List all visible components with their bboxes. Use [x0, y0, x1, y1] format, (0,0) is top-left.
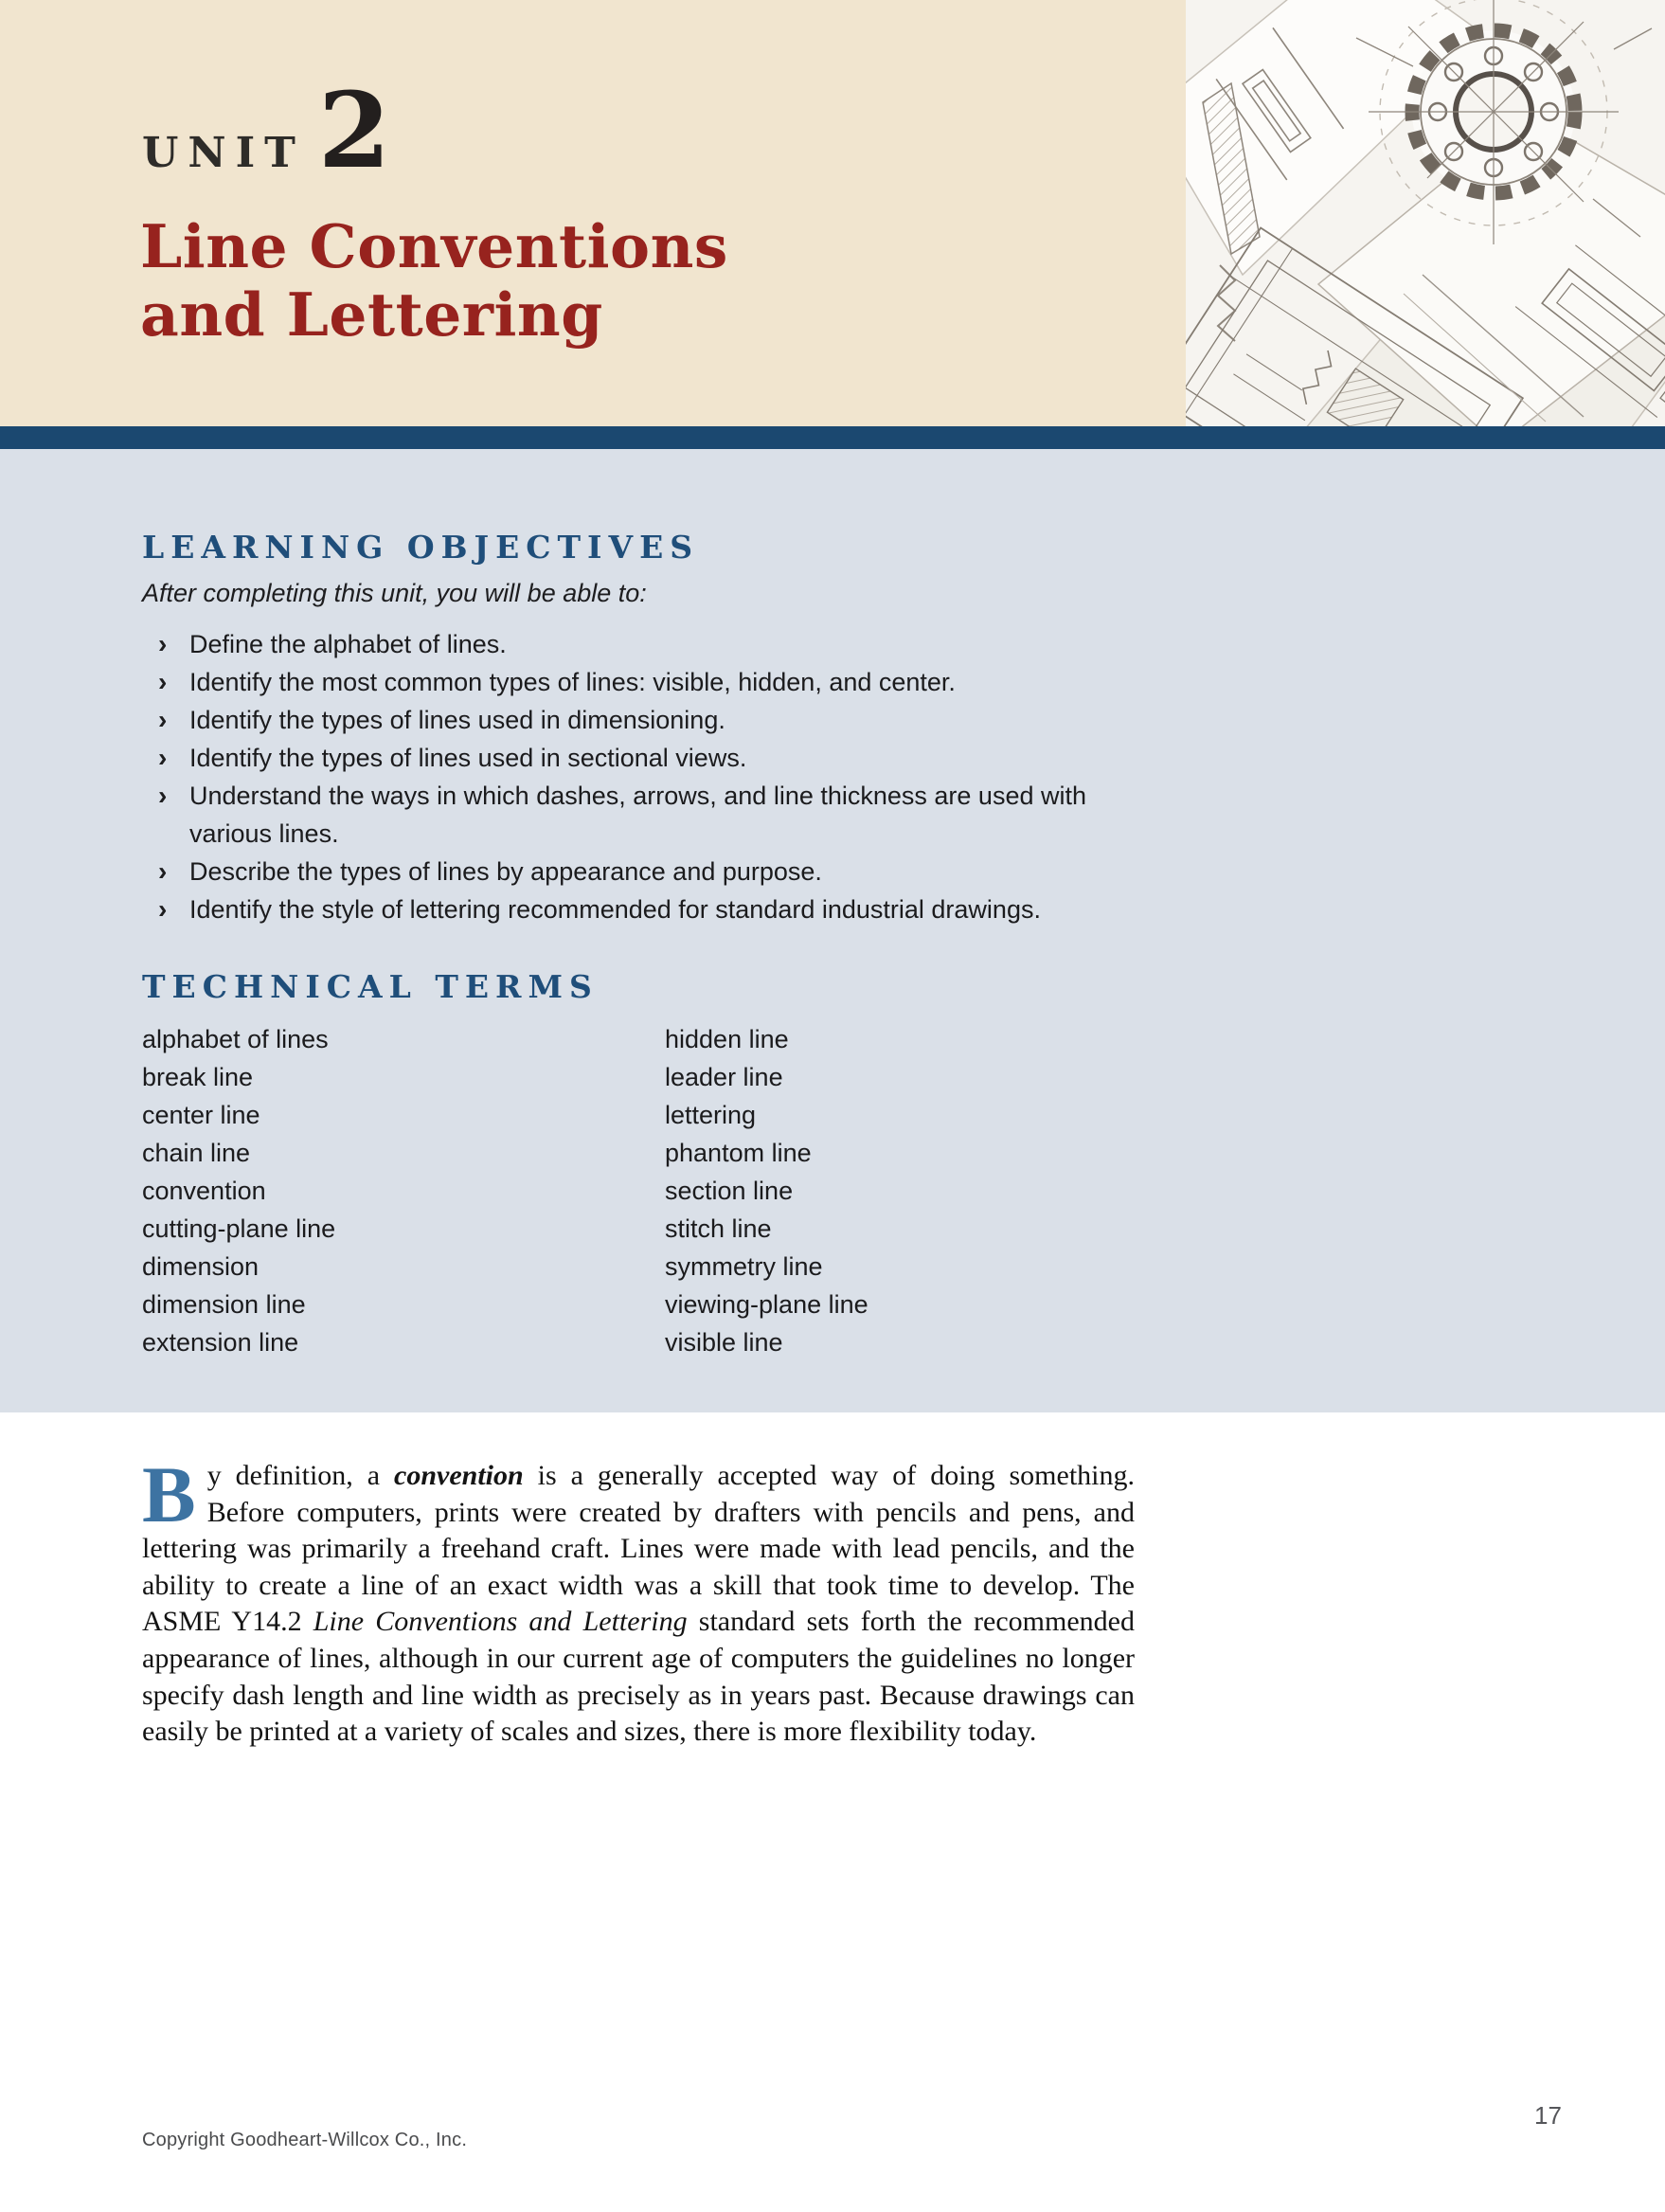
objective-item	[142, 853, 1160, 890]
objective-text: Identify the types of lines used in dimensioning.	[189, 706, 725, 734]
navy-divider-bar	[0, 426, 1665, 449]
bullet-icon: ›	[158, 743, 168, 772]
term-item: section line	[665, 1177, 794, 1205]
objective-text: Understand the ways in which dashes, arrows, and line thickness are used with various lines.	[189, 782, 1086, 848]
bullet-icon: ›	[158, 667, 168, 696]
bullet-icon: ›	[158, 894, 168, 924]
page-number: 17	[1534, 2101, 1562, 2130]
term-item: cutting-plane line	[142, 1214, 336, 1243]
body-paragraph	[142, 1450, 1135, 1751]
terms-column-left	[142, 1020, 665, 1361]
term-item: visible line	[665, 1328, 783, 1357]
objective-text: Describe the types of lines by appearance and purpose.	[189, 857, 822, 886]
page-title-line1: Line Conventions	[140, 211, 728, 281]
term-item: phantom line	[665, 1139, 812, 1167]
objective-item	[142, 701, 1160, 739]
body-text-segment: Line Conventions and Lettering	[313, 1606, 688, 1638]
bullet-icon: ›	[158, 705, 168, 734]
bullet-icon: ›	[158, 856, 168, 886]
term-item: dimension line	[142, 1290, 306, 1319]
term-item: alphabet of lines	[142, 1025, 329, 1053]
body-text-segment: convention	[394, 1460, 524, 1491]
objective-text: Define the alphabet of lines.	[189, 630, 507, 658]
term-item: extension line	[142, 1328, 299, 1357]
objectives-intro: After completing this unit, you will be able to:	[142, 579, 647, 607]
drop-cap: B	[142, 1450, 196, 1539]
term-item: symmetry line	[665, 1252, 823, 1281]
technical-terms-heading: TECHNICAL TERMS	[142, 968, 599, 1005]
body-paragraph-text	[142, 1450, 1135, 1748]
unit-banner	[0, 0, 1665, 426]
bullet-icon: ›	[158, 781, 168, 810]
blueprint-drawing-graphic	[1186, 0, 1665, 426]
objective-item	[142, 777, 1160, 853]
objective-item	[142, 890, 1160, 928]
page-title-line2: and Lettering	[140, 279, 603, 350]
term-item: center line	[142, 1101, 260, 1129]
objective-item	[142, 663, 1160, 701]
unit-number: 2	[317, 69, 391, 191]
learning-objectives-heading: LEARNING OBJECTIVES	[142, 529, 700, 566]
body-section	[142, 1412, 1135, 1751]
technical-terms-columns	[142, 1020, 1160, 1361]
objective-text: Identify the style of lettering recommended for standard industrial drawings.	[189, 895, 1041, 924]
term-item: leader line	[665, 1063, 783, 1091]
term-item: hidden line	[665, 1025, 789, 1053]
term-item: stitch line	[665, 1214, 772, 1243]
objective-item	[142, 625, 1160, 663]
objective-text: Identify the types of lines used in sectional views.	[189, 744, 747, 772]
blueprint-image	[1186, 0, 1665, 426]
page-title	[140, 212, 728, 349]
objective-text: Identify the most common types of lines: visible, hidden, and center.	[189, 668, 956, 696]
term-item: viewing-plane line	[665, 1290, 868, 1319]
body-text-segment: standard sets forth the recommended appearance of lines, although in our current age of computers the guidelines no longer specify dash length and line width as precisely as in years past. Because drawings can easily be printed at a variety of scales and sizes, there is more flexibility today.	[142, 1606, 1135, 1748]
body-text-segment: is a generally accepted way of doing something. Before computers, prints were created by drafters with pencils and pens, and lettering was primarily a freehand craft. Lines were made with lead pencils, and the ability to create a line of an exact width was a skill that took time to develop. The ASME Y14.2	[142, 1460, 1135, 1638]
objective-item	[142, 739, 1160, 777]
unit-label: UNIT	[142, 129, 305, 177]
term-item: break line	[142, 1063, 254, 1091]
term-item: chain line	[142, 1139, 251, 1167]
bullet-icon: ›	[158, 629, 168, 658]
terms-column-right	[665, 1020, 868, 1361]
body-text-segment: y definition, a	[206, 1460, 395, 1491]
footer-copyright: Copyright Goodheart-Willcox Co., Inc.	[142, 2130, 468, 2150]
unit-heading	[142, 69, 391, 191]
objectives-list	[142, 625, 1160, 928]
objectives-terms-panel	[0, 449, 1665, 1412]
term-item: dimension	[142, 1252, 260, 1281]
term-item: lettering	[665, 1101, 757, 1129]
term-item: convention	[142, 1177, 266, 1205]
